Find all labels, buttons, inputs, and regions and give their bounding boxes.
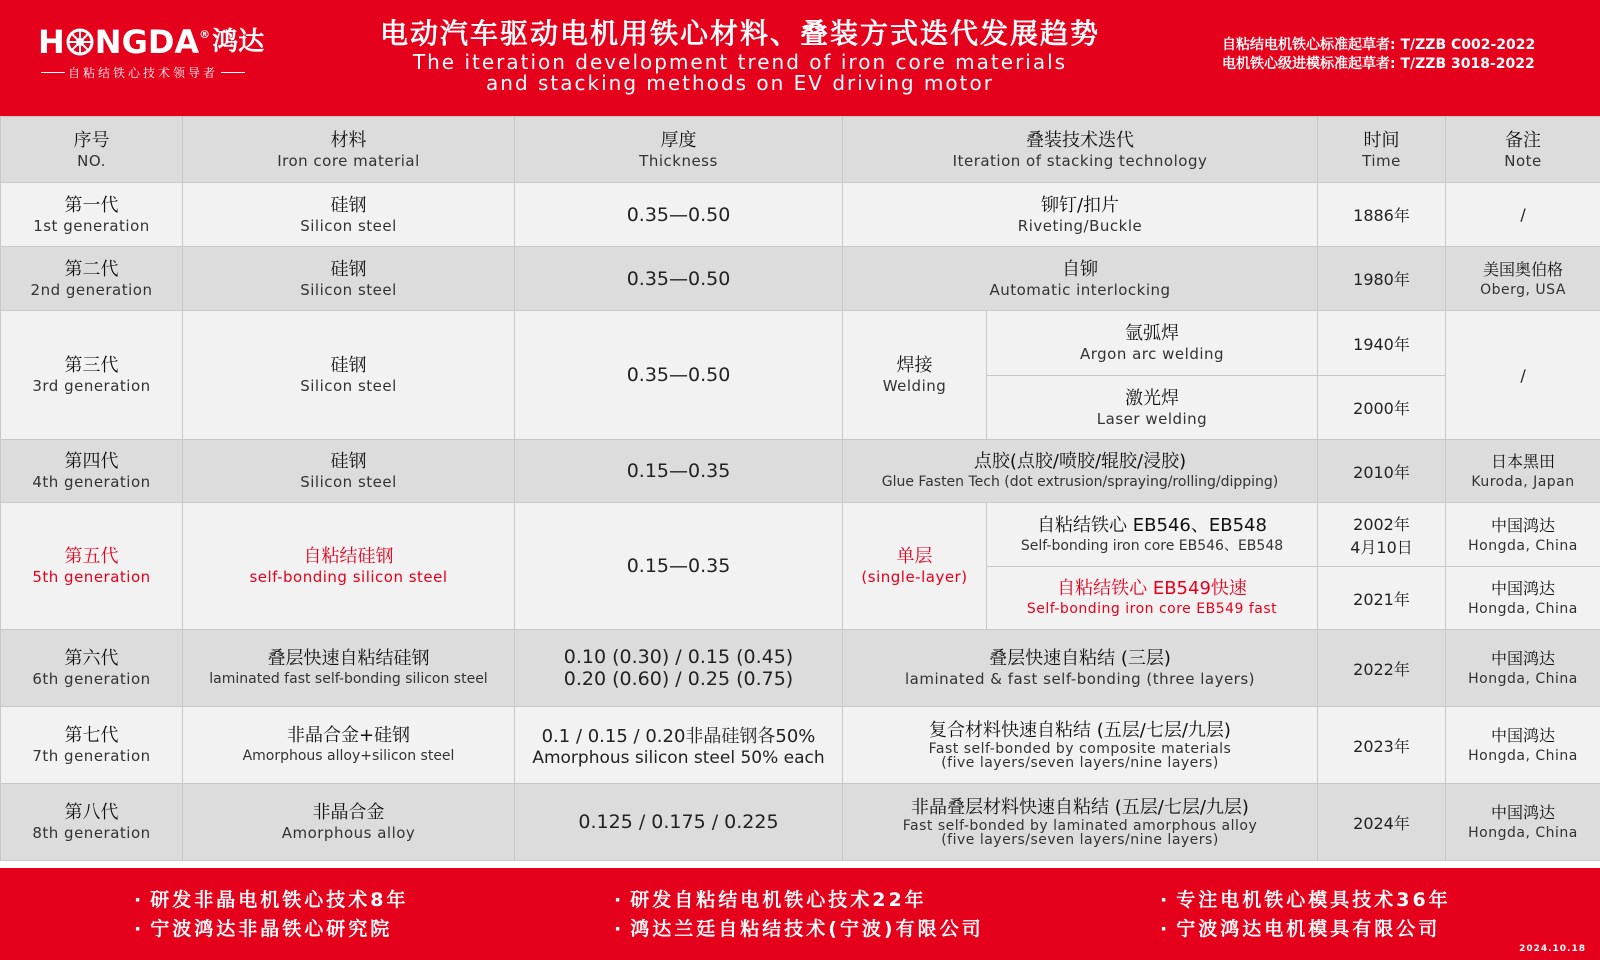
cell-no: 第七代 7th generation xyxy=(1,707,183,784)
cell-thickness: 0.15—0.35 xyxy=(515,503,843,630)
cell-time: 2000年 xyxy=(1318,376,1446,440)
cell-thickness: 0.35—0.50 xyxy=(515,183,843,247)
header-no: 序号 NO. xyxy=(1,117,183,183)
iteration-table xyxy=(0,116,1600,861)
footer-item: · 研发自粘结电机铁心技术22年 xyxy=(614,886,984,915)
title-block xyxy=(330,16,1150,94)
footer-item: · 宁波鸿达非晶铁心研究院 xyxy=(134,915,408,944)
header-banner xyxy=(0,0,1600,116)
standard-line-2: 电机铁心级进模标准起草者: T/ZZB 3018-2022 xyxy=(1222,56,1535,72)
table-row xyxy=(1,503,1600,567)
footer-date: 2024.10.18 xyxy=(1519,944,1586,954)
cell-tech-sub: 自粘结铁心 EB549快速 Self-bonding iron core EB549 fast xyxy=(987,567,1318,630)
cell-time: 2024年 xyxy=(1318,784,1446,861)
cell-thickness: 0.125 / 0.175 / 0.225 xyxy=(515,784,843,861)
cell-no: 第三代 3rd generation xyxy=(1,311,183,440)
table-row xyxy=(1,247,1600,311)
cell-time: 1940年 xyxy=(1318,311,1446,376)
cell-no: 第四代 4th generation xyxy=(1,440,183,503)
cell-tech: 铆钉/扣片 Riveting/Buckle xyxy=(843,183,1318,247)
cell-time: 2023年 xyxy=(1318,707,1446,784)
cell-thickness: 0.35—0.50 xyxy=(515,311,843,440)
table-row xyxy=(1,630,1600,707)
header-time: 时间 Time xyxy=(1318,117,1446,183)
cell-tech-group: 单层 (single-layer) xyxy=(843,503,987,630)
cell-material: 非晶合金+硅钢 Amorphous alloy+silicon steel xyxy=(183,707,515,784)
cell-note: 中国鸿达 Hongda, China xyxy=(1446,707,1600,784)
gear-icon xyxy=(66,28,94,56)
header-thickness: 厚度 Thickness xyxy=(515,117,843,183)
standard-line-1: 自粘结电机铁心标准起草者: T/ZZB C002-2022 xyxy=(1222,37,1536,53)
cell-note: 中国鸿达 Hongda, China xyxy=(1446,567,1600,630)
cell-time: 2010年 xyxy=(1318,440,1446,503)
footer-column-1 xyxy=(134,886,408,944)
cell-tech: 叠层快速自粘结 (三层) laminated & fast self-bonding (three layers) xyxy=(843,630,1318,707)
cell-note: 中国鸿达 Hongda, China xyxy=(1446,784,1600,861)
page-title-cn: 电动汽车驱动电机用铁心材料、叠装方式迭代发展趋势 xyxy=(379,17,1100,50)
table-header-row xyxy=(1,117,1600,183)
cell-time: 1980年 xyxy=(1318,247,1446,311)
cell-thickness: 0.1 / 0.15 / 0.20非晶硅钢各50% Amorphous silicon steel 50% each xyxy=(515,707,843,784)
cell-material: 硅钢 Silicon steel xyxy=(183,183,515,247)
cell-tech: 复合材料快速自粘结 (五层/七层/九层) Fast self-bonded by composite materials (five layers/seven layers/nine layers) xyxy=(843,707,1318,784)
footer-column-2 xyxy=(614,886,984,944)
cell-time: 2021年 xyxy=(1318,567,1446,630)
footer-column-3 xyxy=(1160,886,1451,944)
cell-thickness: 0.35—0.50 xyxy=(515,247,843,311)
cell-note: 美国奥伯格 Oberg, USA xyxy=(1446,247,1600,311)
header-material: 材料 Iron core material xyxy=(183,117,515,183)
cell-tech: 点胶(点胶/喷胶/辊胶/浸胶) Glue Fasten Tech (dot extrusion/spraying/rolling/dipping) xyxy=(843,440,1318,503)
company-logo xyxy=(38,24,278,81)
cell-thickness: 0.10 (0.30) / 0.15 (0.45) 0.20 (0.60) / 0.25 (0.75) xyxy=(515,630,843,707)
cell-material: 叠层快速自粘结硅钢 laminated fast self-bonding silicon steel xyxy=(183,630,515,707)
logo-tagline: 自粘结铁心技术领导者 xyxy=(38,64,278,81)
cell-tech: 自铆 Automatic interlocking xyxy=(843,247,1318,311)
logo-letters: NGDA xyxy=(94,23,200,61)
logo-letter-h: H xyxy=(38,23,65,61)
cell-note: / xyxy=(1446,183,1600,247)
cell-tech: 非晶叠层材料快速自粘结 (五层/七层/九层) Fast self-bonded by laminated amorphous alloy (five layers/seven layers/nine layers) xyxy=(843,784,1318,861)
cell-material: 硅钢 Silicon steel xyxy=(183,311,515,440)
table-row xyxy=(1,440,1600,503)
header-stacking-tech: 叠装技术迭代 Iteration of stacking technology xyxy=(843,117,1318,183)
footer-banner xyxy=(0,868,1600,960)
cell-note: 日本黑田 Kuroda, Japan xyxy=(1446,440,1600,503)
cell-time: 2002年 4月10日 xyxy=(1318,503,1446,567)
table-row xyxy=(1,311,1600,376)
standards-info xyxy=(1222,36,1535,74)
footer-item: · 鸿达兰廷自粘结技术(宁波)有限公司 xyxy=(614,915,984,944)
logo-chinese-name: 鸿达 xyxy=(212,27,265,57)
cell-note: / xyxy=(1446,311,1600,440)
cell-tech-group: 焊接 Welding xyxy=(843,311,987,440)
cell-material: 自粘结硅钢 self-bonding silicon steel xyxy=(183,503,515,630)
cell-time: 2022年 xyxy=(1318,630,1446,707)
cell-time: 1886年 xyxy=(1318,183,1446,247)
registered-mark: ® xyxy=(199,28,211,41)
cell-tech-sub: 氩弧焊 Argon arc welding xyxy=(987,311,1318,376)
cell-no: 第八代 8th generation xyxy=(1,784,183,861)
cell-no: 第二代 2nd generation xyxy=(1,247,183,311)
cell-thickness: 0.15—0.35 xyxy=(515,440,843,503)
table-row xyxy=(1,707,1600,784)
table-row xyxy=(1,183,1600,247)
footer-item: · 专注电机铁心模具技术36年 xyxy=(1160,886,1451,915)
cell-note: 中国鸿达 Hongda, China xyxy=(1446,503,1600,567)
footer-item: · 研发非晶电机铁心技术8年 xyxy=(134,886,408,915)
page-title-en-line1: The iteration development trend of iron core materials xyxy=(412,50,1068,74)
cell-material: 硅钢 Silicon steel xyxy=(183,247,515,311)
cell-no: 第一代 1st generation xyxy=(1,183,183,247)
cell-material: 非晶合金 Amorphous alloy xyxy=(183,784,515,861)
cell-material: 硅钢 Silicon steel xyxy=(183,440,515,503)
cell-no: 第六代 6th generation xyxy=(1,630,183,707)
footer-item: · 宁波鸿达电机模具有限公司 xyxy=(1160,915,1451,944)
cell-tech-sub: 激光焊 Laser welding xyxy=(987,376,1318,440)
cell-note: 中国鸿达 Hongda, China xyxy=(1446,630,1600,707)
table-row xyxy=(1,784,1600,861)
header-note: 备注 Note xyxy=(1446,117,1600,183)
page-title-en-line2: and stacking methods on EV driving motor xyxy=(486,71,994,95)
cell-tech-sub: 自粘结铁心 EB546、EB548 Self-bonding iron core EB546、EB548 xyxy=(987,503,1318,567)
cell-no: 第五代 5th generation xyxy=(1,503,183,630)
